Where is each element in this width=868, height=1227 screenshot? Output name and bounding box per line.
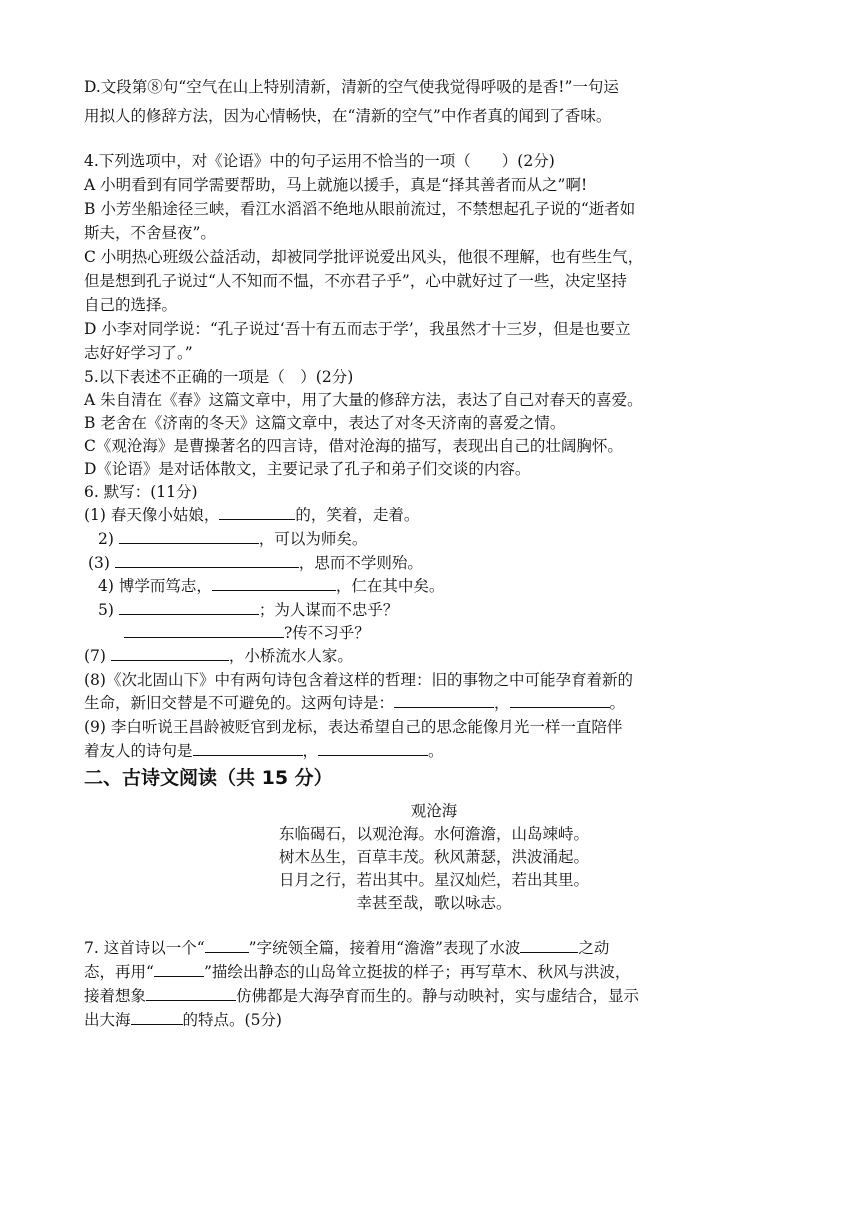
answer-blank[interactable]	[205, 938, 249, 953]
q5-option-b: B 老舍在《济南的冬天》这篇文章中，表达了对冬天济南的喜爱之情。	[84, 414, 566, 432]
q6-item-8-comma: ，	[494, 694, 510, 712]
q6-item-9-line1: (9) 李白听说王昌龄被贬官到龙标，表达希望自己的思念能像月光一样一直陪伴	[84, 718, 623, 736]
q6-item-7	[84, 645, 353, 667]
q7-text: ”字统领全篇，接着用“澹澹”表现了水波	[248, 939, 521, 957]
q6-item-8-prompt: 生命，新旧交替是不可避免的。这两句诗是：	[84, 694, 395, 712]
q6-item-1-suffix: 的，笑着，走着。	[295, 506, 420, 524]
answer-blank[interactable]	[212, 576, 336, 591]
answer-blank[interactable]	[115, 553, 299, 568]
q6-stem: 6. 默写：(11分)	[84, 483, 198, 501]
q4-option-a: A 小明看到有同学需要帮助，马上就施以援手，真是“择其善者而从之”啊!	[84, 176, 588, 194]
q4-option-b-line2: 斯夫，不舍昼夜”。	[84, 224, 216, 242]
q6-item-1-prefix: (1) 春天像小姑娘，	[84, 506, 220, 524]
q6-item-5	[98, 599, 398, 621]
q6-item-1	[84, 504, 419, 526]
poem-title: 观沧海	[410, 802, 458, 820]
q3-option-d-line1: D.文段第⑧句“空气在山上特别清新，清新的空气使我觉得呼吸的是香!”一句运	[84, 78, 619, 96]
q6-item-2-suffix: ，可以为师矣。	[258, 530, 368, 548]
q7-text: 7. 这首诗以一个“	[84, 939, 205, 957]
q4-option-d-line2: 志好好学习了。”	[84, 344, 193, 362]
q7-text: 接着想象	[84, 987, 147, 1005]
answer-blank[interactable]	[124, 623, 284, 638]
q6-item-7-suffix: ，小桥流水人家。	[228, 647, 353, 665]
q7-line1	[84, 937, 609, 959]
q4-option-c-line2: 但是想到孔子说过“人不知而不愠，不亦君子乎”，心中就好过了一些，决定坚持	[84, 272, 627, 290]
q6-item-4-prefix: 4) 博学而笃志，	[98, 577, 212, 595]
q6-item-2	[98, 528, 367, 550]
q6-item-6	[124, 622, 370, 644]
q6-item-4	[98, 575, 444, 597]
q6-item-2-prefix: 2)	[98, 530, 114, 548]
q6-item-9-line2	[84, 740, 444, 762]
poem-line: 树木丛生，百草丰茂。秋风萧瑟，洪波涌起。	[278, 848, 589, 866]
q3-option-d-line2: 用拟人的修辞方法，因为心情畅快，在“清新的空气”中作者真的闻到了香味。	[84, 107, 612, 125]
q6-item-3-prefix: (3)	[88, 554, 110, 572]
q7-text: 之动	[578, 939, 610, 957]
answer-blank[interactable]	[520, 938, 578, 953]
q4-option-b-line1: B 小芳坐船途径三峡，看江水滔滔不绝地从眼前流过，不禁想起孔子说的“逝者如	[84, 200, 636, 218]
answer-blank[interactable]	[510, 693, 610, 708]
answer-blank[interactable]	[146, 986, 236, 1001]
q7-text: 的特点。(5分)	[182, 1011, 282, 1029]
q7-text: 出大海	[84, 1011, 131, 1029]
q6-item-4-suffix: ，仁在其中矣。	[335, 577, 445, 595]
q5-option-d: D《论语》是对话体散文，主要记录了孔子和弟子们交谈的内容。	[84, 460, 531, 478]
q6-item-8-line2	[84, 692, 625, 714]
answer-blank[interactable]	[131, 1010, 183, 1025]
q6-item-8-line1: (8)《次北固山下》中有两句诗包含着这样的哲理：旧的事物之中可能孕育着新的	[84, 671, 633, 689]
q6-item-5-prefix: 5)	[98, 601, 114, 619]
q6-item-9-end: 。	[428, 742, 444, 760]
q6-item-5-suffix: ；为人谋而不忠乎？	[258, 601, 399, 619]
section-title: 二、古诗文阅读（共 15 分）	[84, 767, 333, 789]
answer-blank[interactable]	[318, 741, 428, 756]
q5-option-a: A 朱自清在《春》这篇文章中，用了大量的修辞方法，表达了自己对春天的喜爱。	[84, 391, 643, 409]
q6-item-9-comma: ，	[302, 742, 319, 760]
q6-item-6-suffix: ?传不习乎？	[284, 624, 370, 642]
q5-stem: 5.以下表述不正确的一项是（ ）(2分)	[84, 368, 354, 386]
q4-stem: 4.下列选项中，对《论语》中的句子运用不恰当的一项（ ）(2分)	[84, 152, 555, 170]
q6-item-3-suffix: ，思而不学则殆。	[298, 554, 423, 572]
q6-item-9-prompt: 着友人的诗句是	[84, 742, 193, 760]
answer-blank[interactable]	[394, 693, 494, 708]
answer-blank[interactable]	[111, 646, 229, 661]
answer-blank[interactable]	[154, 962, 204, 977]
poem-line: 东临碣石，以观沧海。水何澹澹，山岛竦峙。	[278, 825, 589, 843]
q7-line4	[84, 1009, 282, 1031]
q4-option-c-line1: C 小明热心班级公益活动，却被同学批评说爱出风头，他很不理解，也有些生气，	[84, 248, 644, 266]
q7-line2	[84, 961, 630, 983]
answer-blank[interactable]	[119, 600, 259, 615]
q6-item-3	[88, 552, 423, 574]
q4-option-c-line3: 自己的选择。	[84, 296, 178, 314]
answer-blank[interactable]	[219, 505, 295, 520]
q6-item-8-end: 。	[609, 694, 626, 712]
q7-text: 仿佛都是大海孕育而生的。静与动映衬，实与虚结合，显示	[236, 987, 640, 1005]
answer-blank[interactable]	[119, 529, 259, 544]
answer-blank[interactable]	[193, 741, 303, 756]
q6-item-7-prefix: (7)	[84, 647, 106, 665]
poem-line: 幸甚至哉，歌以咏志。	[356, 894, 512, 912]
q7-line3	[84, 985, 639, 1007]
q7-text: 态，再用“	[84, 963, 154, 981]
poem-line: 日月之行，若出其中。星汉灿烂，若出其里。	[278, 871, 589, 889]
q5-option-c: C《观沧海》是曹操著名的四言诗，借对沧海的描写，表现出自己的壮阔胸怀。	[84, 437, 623, 455]
q7-text: ”描绘出静态的山岛耸立挺拔的样子；再写草木、秋风与洪波，	[203, 963, 631, 981]
q4-option-d-line1: D 小李对同学说：“孔子说过‘吾十有五而志于学’，我虽然才十三岁，但是也要立	[84, 320, 631, 338]
